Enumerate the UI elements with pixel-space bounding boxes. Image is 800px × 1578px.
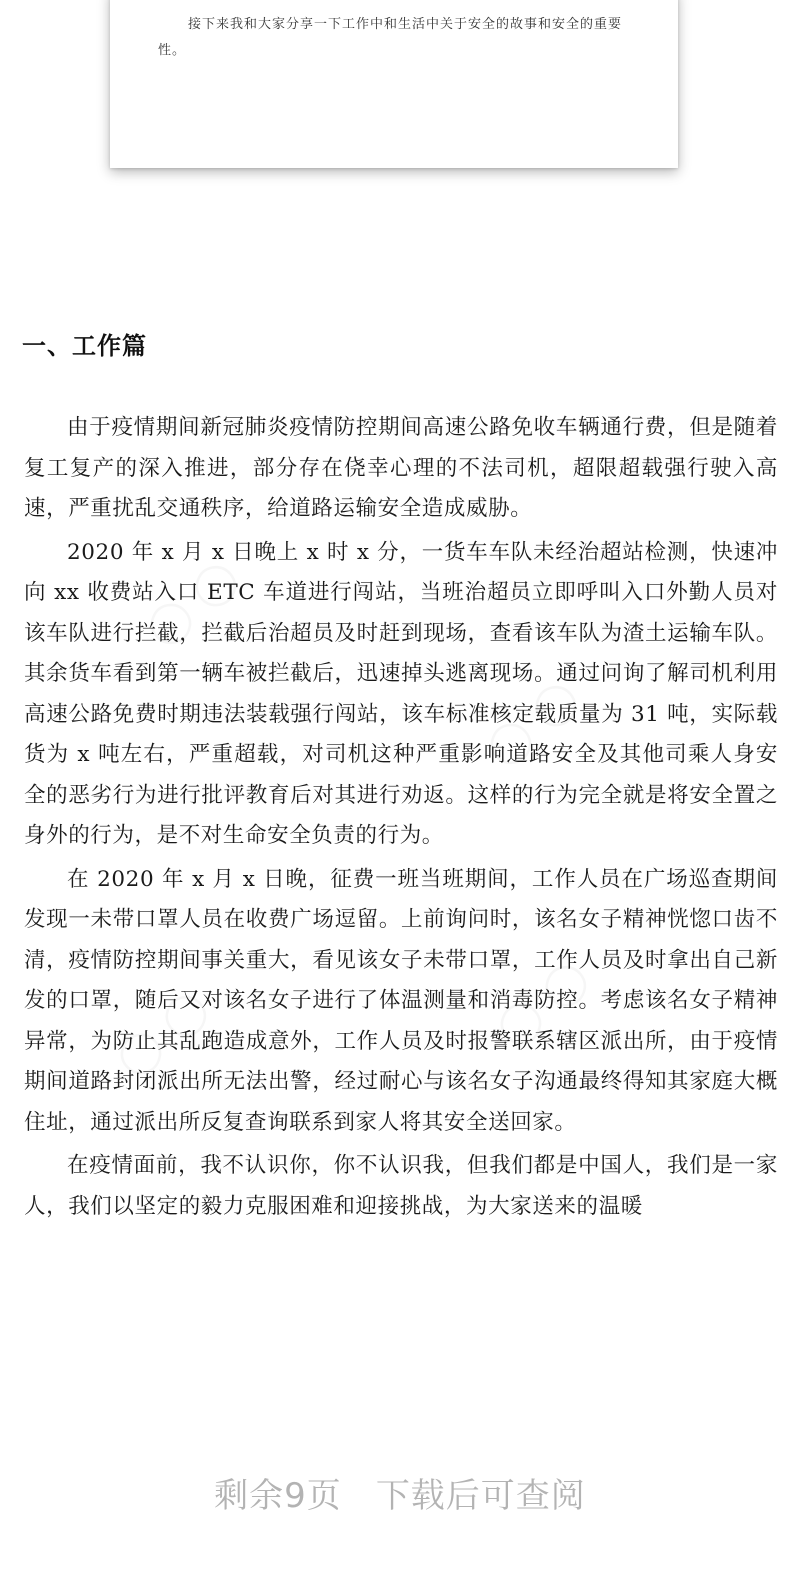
watermark-logo: ◯ ◯ (107, 982, 217, 1084)
remaining-pages-label: 剩余9页 (214, 1476, 342, 1516)
preview-page-card (110, 0, 678, 168)
article-paragraph: 由于疫情期间新冠肺炎疫情防控期间高速公路免收车辆通行费，但是随着复工复产的深入推进，部分存在侥幸心理的不法司机，超限超载强行驶入高速，严重扰乱交通秩序，给道路运输安全造成威胁。 (24, 415, 778, 521)
section-heading: 一、工作篇 (22, 332, 147, 360)
remaining-pages-banner[interactable] (0, 1468, 800, 1517)
download-hint-label: 下载后可查阅 (375, 1476, 586, 1516)
watermark-logo: ◯ ◯ (487, 952, 597, 1054)
article-paragraph: 在 2020 年 x 月 x 日晚，征费一班当班期间，工作人员在广场巡查期间发现一未带口罩人员在收费广场逗留。上前询问时，该名女子精神恍惚口齿不清，疫情防控期间事关重大，看见该女子未带口罩，工作人员及时拿出自己新发的口罩，随后又对该名女子进行了体温测量和消毒防控。考虑该名女子精神异常，为防止其乱跑造成意外，工作人员及时报警联系辖区派出所，由于疫情期间道路封闭派出所无法出警，经过耐心与该名女子沟通最终得知其家庭大概住址，通过派出所反复查询联系到家人将其安全送回家。 (24, 866, 778, 1135)
watermark-logo: ◯ ◯ (137, 552, 247, 654)
article-paragraph: 2020 年 x 月 x 日晚上 x 时 x 分，一货车车队未经治超站检测，快速冲向 xx 收费站入口 ETC 车道进行闯站，当班治超员立即呼叫入口外勤人员对该车队进行拦截，拦截后治超员及时赶到现场，查看该车队为渣土运输车队。其余货车看到第一辆车被拦截后，迅速掉头逃离现场。通过问询了解司机利用高速公路免费时期违法装载强行闯站，该车标准核定载质量为 31 吨，实际载货为 x 吨左右，严重超载，对司机这种严重影响道路安全及其他司乘人身安全的恶劣行为进行批评教育后对其进行劝返。这样的行为完全就是将安全置之身外的行为，是不对生命安全负责的行为。 (24, 539, 778, 848)
watermark-logo: ◯ ◯ (477, 672, 587, 774)
article-body (24, 408, 778, 1227)
preview-text: 接下来我和大家分享一下工作中和生活中关于安全的故事和安全的重要性。 (158, 17, 623, 58)
article-paragraph: 在疫情面前，我不认识你，你不认识我，但我们都是中国人，我们是一家人，我们以坚定的毅力克服困难和迎接挑战，为大家送来的温暖 (24, 1153, 778, 1219)
